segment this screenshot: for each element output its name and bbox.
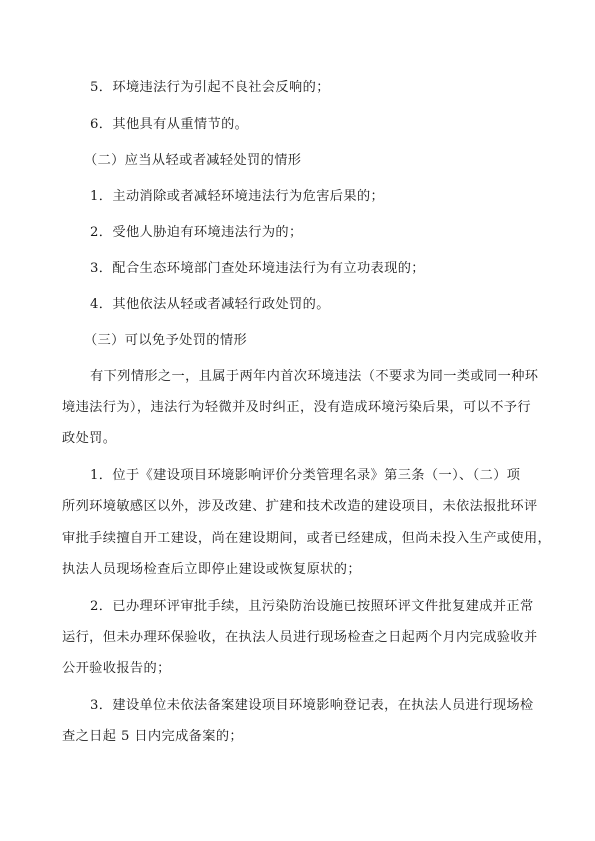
- section2-item-2: 2．受他人胁迫有环境违法行为的；: [90, 225, 303, 240]
- section3-item-1-line-4: 执法人员现场检查后立即停止建设或恢复原状的；: [62, 562, 361, 577]
- section3-item-1-line-1: 1．位于《建设项目环境影响评价分类管理名录》第三条（一）、（二）项: [90, 468, 521, 483]
- section3-item-3-line-2: 查之日起 5 日内完成备案的；: [62, 729, 244, 744]
- section-heading-3: （三）可以免予处罚的情形: [84, 333, 248, 348]
- list-item-6: 6．其他具有从重情节的。: [90, 117, 249, 132]
- section3-item-2-line-1: 2．已办理环评审批手续，且污染防治设施已按照环评文件批复建成并正常: [90, 599, 534, 614]
- list-item-5: 5．环境违法行为引起不良社会反响的；: [90, 80, 330, 95]
- section3-item-1-line-2: 所列环境敏感区以外，涉及改建、扩建和技术改造的建设项目，未依法报批环评: [62, 499, 538, 514]
- section3-item-3-line-1: 3．建设单位未依法备案建设项目环境影响登记表，在执法人员进行现场检: [90, 698, 534, 713]
- section3-intro-line-2: 境违法行为），违法行为轻微并及时纠正，没有造成环境污染后果，可以不予行: [62, 400, 531, 415]
- section3-item-1-line-3: 审批手续擅自开工建设，尚在建设期间，或者已经建成，但尚未投入生产或使用，: [62, 531, 552, 546]
- section3-intro-line-1: 有下列情形之一，且属于两年内首次环境违法（不要求为同一类或同一种环: [90, 369, 539, 384]
- section2-item-3: 3．配合生态环境部门查处环境违法行为有立功表现的；: [90, 261, 425, 276]
- section2-item-4: 4．其他依法从轻或者减轻行政处罚的。: [90, 297, 330, 312]
- section3-item-2-line-3: 公开验收报告的；: [62, 661, 171, 676]
- section-heading-2: （二）应当从轻或者减轻处罚的情形: [84, 153, 302, 168]
- section2-item-1: 1．主动消除或者减轻环境违法行为危害后果的；: [90, 189, 385, 204]
- section3-intro-line-3: 政处罚。: [62, 431, 117, 446]
- section3-item-2-line-2: 运行，但未办理环保验收，在执法人员进行现场检查之日起两个月内完成验收并: [62, 630, 538, 645]
